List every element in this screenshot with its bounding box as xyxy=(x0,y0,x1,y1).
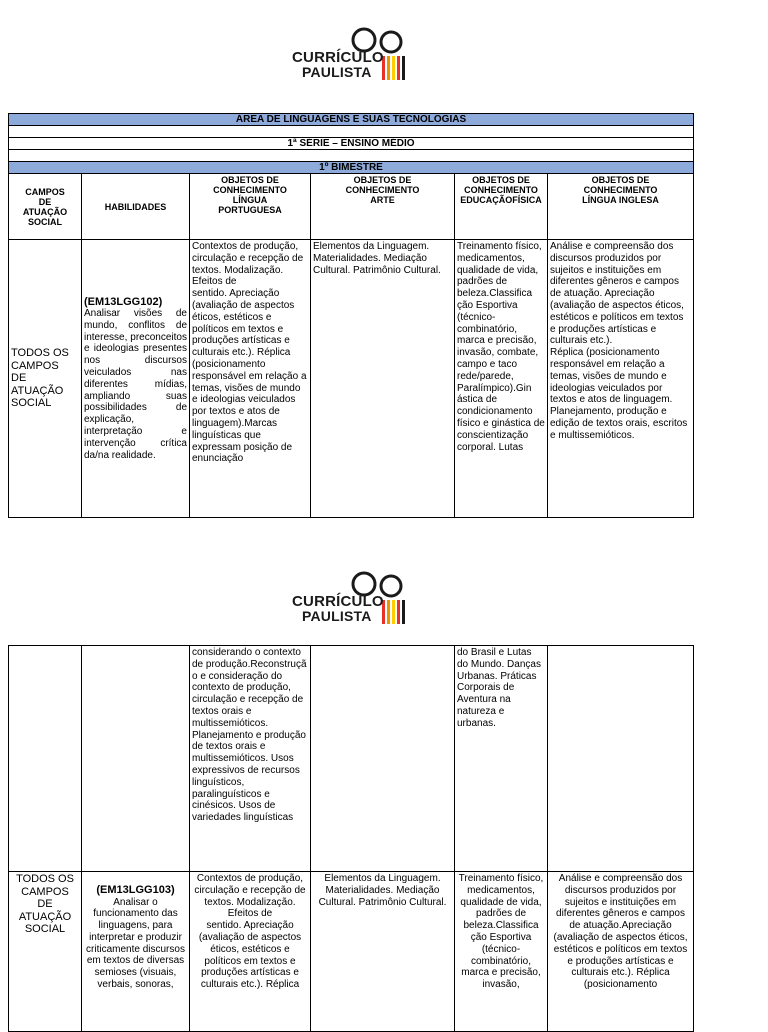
logo-text-line1: CURRÍCULO xyxy=(292,49,384,66)
header-educacao-fisica: OBJETOS DE CONHECIMENTO EDUCAÇÃOFÍSICA xyxy=(455,174,548,240)
serie-title: 1ª SÉRIE – ENSINO MÉDIO xyxy=(9,138,694,150)
curriculum-table-page1 xyxy=(8,113,694,518)
curriculum-table-page2 xyxy=(8,645,694,1032)
habilidade-text: Analisar o funcionamento das linguagens, para interpretar e produzir criticamente discursos em textos de diversas semioses (visuais, verbais, sonoras, xyxy=(86,896,185,991)
arte-cell-empty xyxy=(311,646,455,872)
arte-cell: Elementos da Linguagem. Materialidades. Mediação Cultural. Patrimônio Cultural. xyxy=(311,872,455,1032)
header-habilidades: HABILIDADES xyxy=(82,174,190,240)
arte-cell: Elementos da Linguagem. Materialidades. Mediação Cultural. Patrimônio Cultural. xyxy=(311,240,455,518)
curriculo-paulista-logo xyxy=(292,570,410,626)
bimestre-title: 1º BIMESTRE xyxy=(9,162,694,174)
header-campos: CAMPOS DE ATUAÇÃO SOCIAL xyxy=(9,174,82,240)
header-lingua-inglesa: OBJETOS DE CONHECIMENTO LÍNGUA INGLESA xyxy=(548,174,694,240)
lingua-portuguesa-cell: Contextos de produção, circulação e recepção de textos. Modalização. Efeitos de sentido. Apreciação (avaliação de aspectos éticos, estéticos e políticos em textos e produções artísticas e culturais etc.). Réplica xyxy=(190,872,311,1032)
header-arte: OBJETOS DE CONHECIMENTO ARTE xyxy=(311,174,455,240)
lingua-inglesa-cell-empty xyxy=(548,646,694,872)
logo-text-line2: PAULISTA xyxy=(302,608,372,624)
lingua-portuguesa-cell: Contextos de produção, circulação e recepção de textos. Modalização. Efeitos de sentido. Apreciação (avaliação de aspectos éticos, estéticos e políticos em textos e produções artísticas e culturais etc.). Réplica (posicionamento responsável em relação a temas, visões de mundo e ideologias veiculados por textos e atos de linguagem).Marcas linguísticas que expressam posição de enunciação xyxy=(190,240,311,518)
header-lingua-portuguesa: OBJETOS DE CONHECIMENTO LÍNGUA PORTUGUESA xyxy=(190,174,311,240)
campo-cell-empty xyxy=(9,646,82,872)
educacao-fisica-cont-cell: do Brasil e Lutas do Mundo. Danças Urbanas. Práticas Corporais de Aventura na natureza e urbanas. xyxy=(455,646,548,872)
spacer-row xyxy=(9,126,694,138)
habilidade-cell xyxy=(82,872,190,1032)
lingua-inglesa-cell: Análise e compreensão dos discursos produzidos por sujeitos e instituições em diferentes gêneros e campos de atuação. Apreciação (avaliação de aspectos éticos, estéticos e políticos em textos e produções artísticas e culturais etc.). Réplica (posicionamento responsável em relação a temas, visões de mundo e ideologias veiculados por textos e atos de linguagem. Planejamento, produção e edição de textos orais, escritos e multissemióticos. xyxy=(548,240,694,518)
lingua-inglesa-cell: Análise e compreensão dos discursos produzidos por sujeitos e instituições em diferentes gêneros e campos de atuação.Apreciação (avaliação de aspectos éticos, estéticos e políticos em textos e produções artísticas e culturais etc.). Réplica (posicionamento xyxy=(548,872,694,1032)
area-title: ÁREA DE LINGUAGENS E SUAS TECNOLOGIAS xyxy=(9,114,694,126)
curriculo-paulista-logo xyxy=(292,26,410,82)
habilidade-text: Analisar visões de mundo, conflitos de interesse, preconceitos e ideologias presentes nos discursos veiculados nas diferentes mídias, ampliando suas possibilidades de explicação, interpretação e intervenção crítica da/na realidade. xyxy=(84,308,187,461)
habilidade-cell-empty xyxy=(82,646,190,872)
educacao-fisica-cell: Treinamento físico, medicamentos, qualidade de vida, padrões de beleza.Classifica ção Esportiva (técnico-combinatório, marca e precisão, invasão, xyxy=(455,872,548,1032)
spacer-row xyxy=(9,150,694,162)
logo-text-line1: CURRÍCULO xyxy=(292,593,384,610)
campo-cell: TODOS OS CAMPOS DE ATUAÇÃO SOCIAL xyxy=(9,872,82,1032)
habilidade-code: (EM13LGG102) xyxy=(84,295,163,308)
lingua-portuguesa-cont-cell: considerando o contexto de produção.Reconstruçã o e consideração do contexto de produção, circulação e recepção de textos orais e multissemióticos. Planejamento e produção de textos orais e multissemióticos. Usos expressivos de recursos linguísticos, paralinguísticos e cinésicos. Usos de variedades linguísticas xyxy=(190,646,311,872)
logo-text-line2: PAULISTA xyxy=(302,64,372,80)
habilidade-code: (EM13LGG103) xyxy=(96,884,175,896)
habilidade-cell xyxy=(82,240,190,518)
campo-cell: TODOS OS CAMPOS DE ATUAÇÃO SOCIAL xyxy=(9,240,82,518)
educacao-fisica-cell: Treinamento físico, medicamentos, qualidade de vida, padrões de beleza.Classifica ção Esportiva (técnico-combinatório, marca e precisão, invasão, combate, campo e taco rede/parede, Paralímpico).Gin ástica de condicionamento físico e ginástica de conscientização corporal. Lutas xyxy=(455,240,548,518)
